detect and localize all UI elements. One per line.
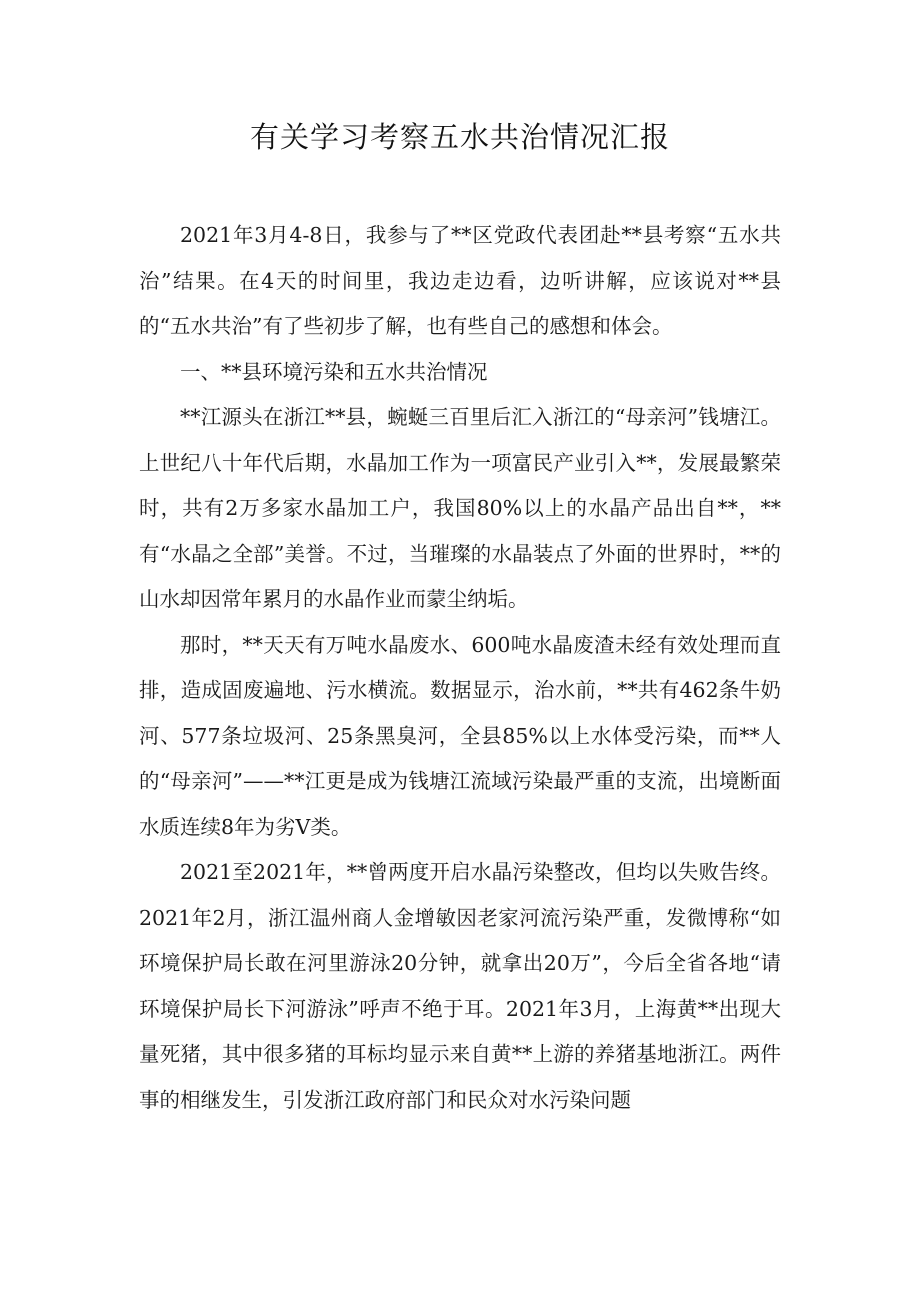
paragraph-pollution-data: 那时，**天天有万吨水晶废水、600吨水晶废渣未经有效处理而直排，造成固废遍地、污水横流。数据显示，治水前，**共有462条牛奶河、577条垃圾河、25条黑臭河，全县85%以上水体受污染，而**人的“母亲河”——**江更是成为钱塘江流域污染最严重的支流，出境断面水质连续8年为劣Ⅴ类。	[139, 632, 781, 839]
document-title: 有关学习考察五水共治情况汇报	[249, 120, 670, 154]
paragraph-intro: 2021年3月4-8日，我参与了**区党政代表团赴**县考察“五水共治”结果。在4天的时间里，我边走边看，边听讲解，应该说对**县的“五水共治”有了些初步了解，也有些自己的感想和体会。	[139, 223, 781, 338]
paragraph-background: **江源头在浙江**县，蜿蜒三百里后汇入浙江的“母亲河”钱塘江。上世纪八十年代后期，水晶加工作为一项富民产业引入**，发展最繁荣时，共有2万多家水晶加工户，我国80%以上的水晶产品出自**，**有“水晶之全部”美誉。不过，当璀璨的水晶装点了外面的世界时，**的山水却因常年累月的水晶作业而蒙尘纳垢。	[139, 405, 781, 611]
section-heading-1: 一、**县环境污染和五水共治情况	[180, 359, 488, 384]
paragraph-history: 2021至2021年，**曾两度开启水晶污染整改，但均以失败告终。2021年2月，浙江温州商人金增敏因老家河流污染严重，发微博称“如环境保护局长敢在河里游泳20分钟，就拿出20万”，今后全省各地“请环境保护局长下河游泳”呼声不绝于耳。2021年3月，上海黄**出现大量死猪，其中很多猪的耳标均显示来自黄**上游的养猪基地浙江。两件事的相继发生，引发浙江政府部门和民众对水污染问题	[139, 860, 781, 1112]
document-body	[139, 213, 781, 1123]
